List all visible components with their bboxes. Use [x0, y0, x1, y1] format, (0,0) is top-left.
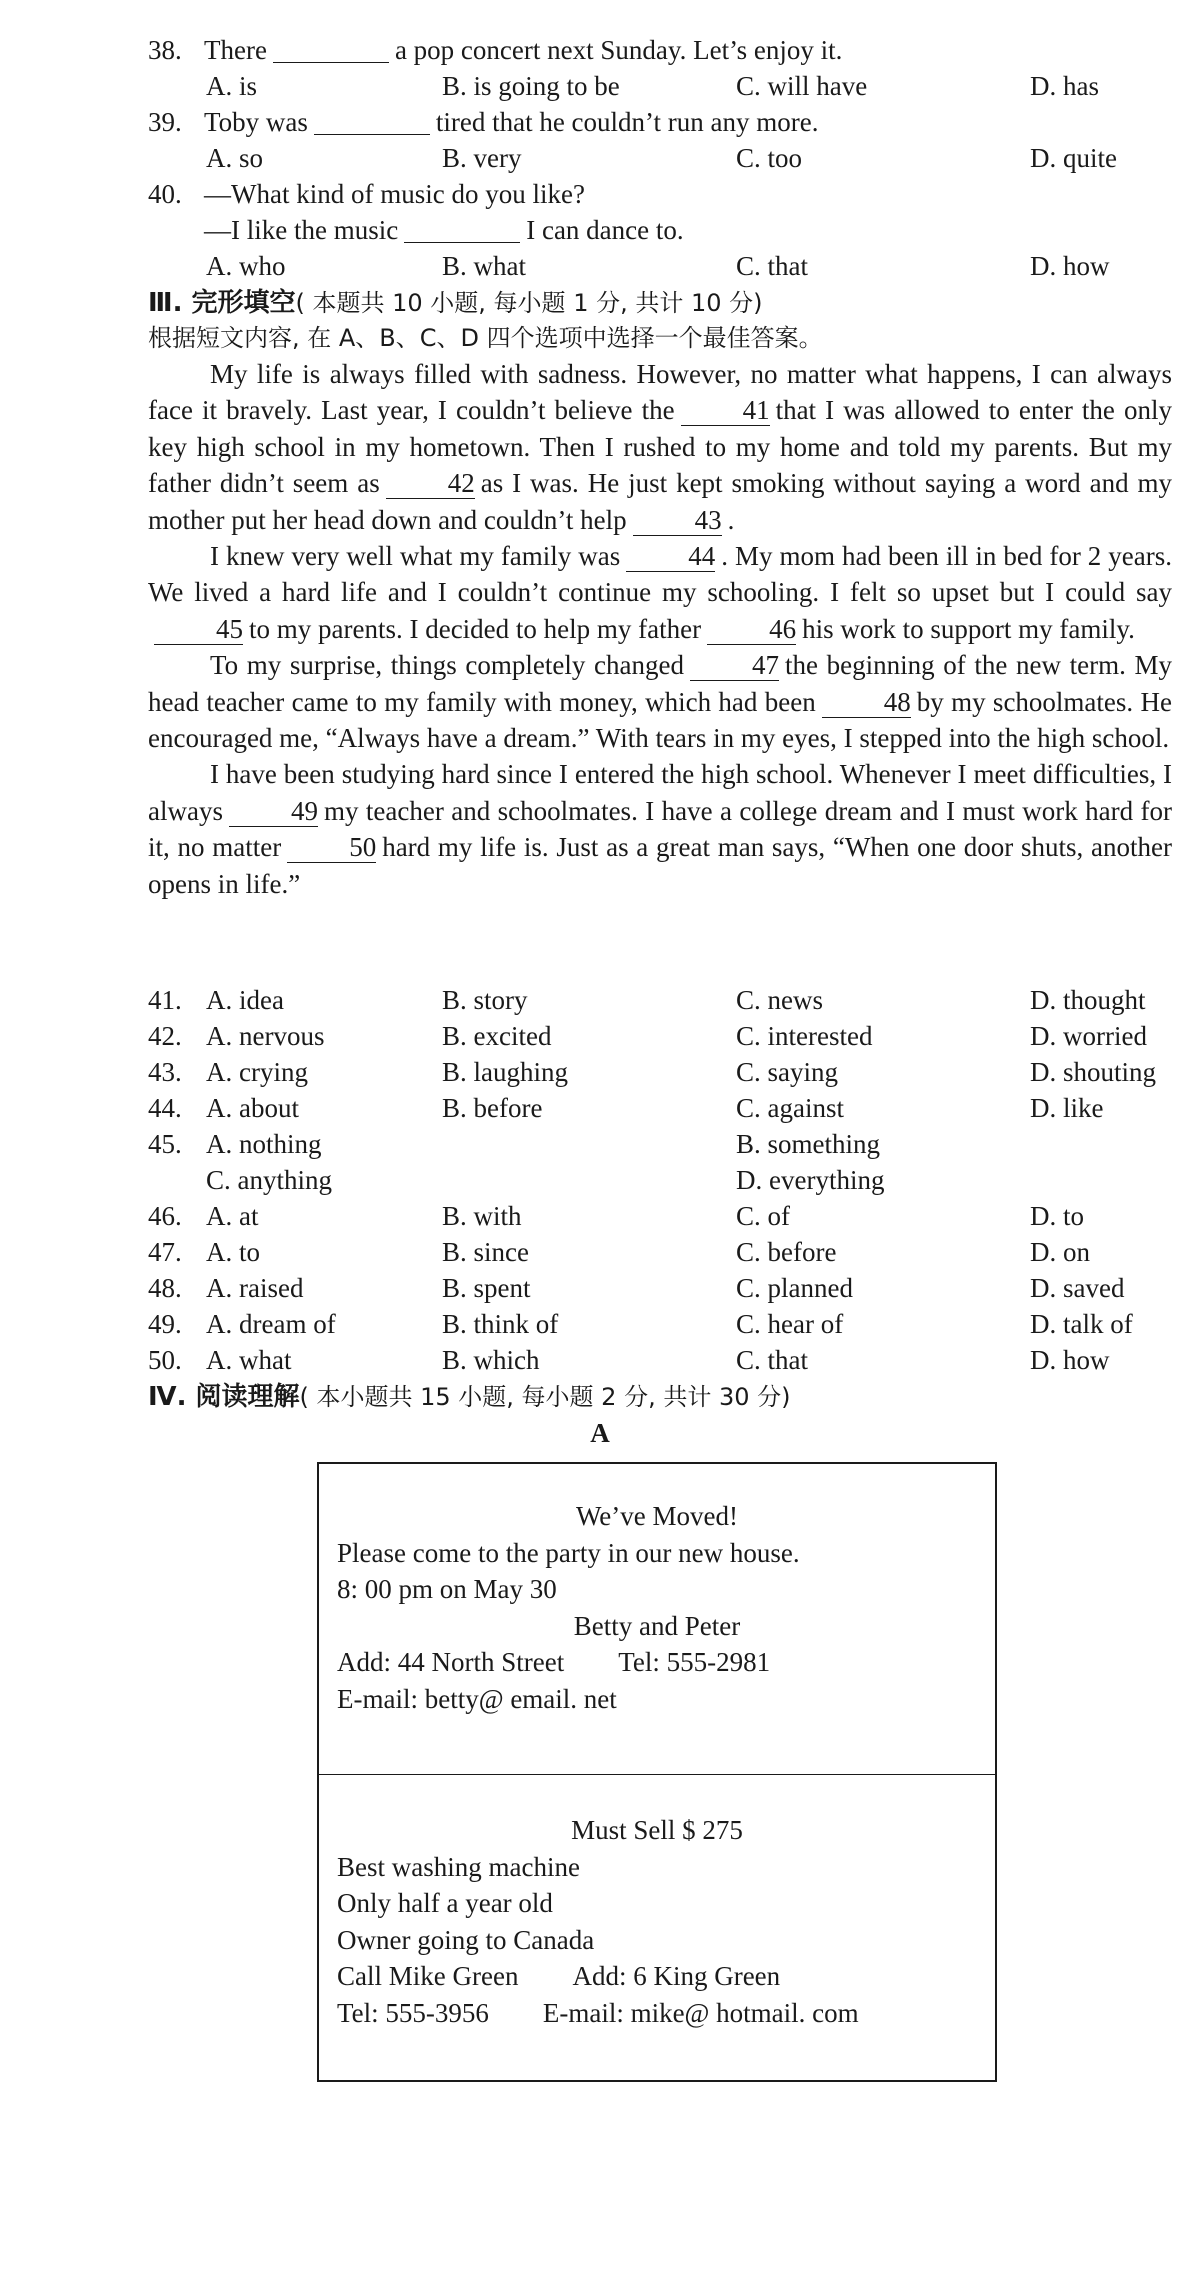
question-39-options: [148, 140, 1160, 176]
cloze-blank[interactable]: 46: [707, 614, 796, 645]
cloze-blank[interactable]: 47: [690, 650, 779, 681]
question-number: 44.: [148, 1093, 182, 1123]
notice-contact: [337, 1644, 977, 1681]
option-d[interactable]: D. shouting: [1030, 1057, 1157, 1087]
option-b[interactable]: B. with: [442, 1201, 522, 1231]
notice-title: We’ve Moved!: [575, 1501, 738, 1531]
option-d[interactable]: D. on: [1030, 1237, 1090, 1267]
option-a[interactable]: A. is: [206, 71, 258, 101]
notice-line: Please come to the party in our new house.: [337, 1537, 800, 1568]
notice-line: Best washing machine: [337, 1851, 580, 1882]
question-stem: There a pop concert next Sunday. Let’s enjoy it.: [204, 35, 843, 65]
cloze-blank[interactable]: 41: [681, 395, 770, 426]
paragraph: To my surprise, things completely changed 47 the beginning of the new term. My head teacher came to my family with money, which had been 48 by my schoolmates. He encouraged me, “Always have a dream.” With tears in my eyes, I stepped into the high school.: [148, 650, 1173, 754]
option-c[interactable]: C. saying: [736, 1057, 839, 1087]
option-a[interactable]: A. to: [206, 1237, 260, 1267]
question-40-line2: [148, 212, 1160, 248]
option-c[interactable]: C. against: [736, 1093, 844, 1123]
cloze-blank[interactable]: 50: [287, 832, 376, 863]
section-3-heading: [148, 284, 1160, 320]
option-b[interactable]: B. something: [736, 1129, 881, 1159]
option-b[interactable]: B. spent: [442, 1273, 531, 1303]
cloze-options-45-row2: [148, 1162, 1160, 1198]
option-b[interactable]: B. is going to be: [442, 71, 620, 101]
option-c[interactable]: C. anything: [206, 1165, 332, 1195]
option-d[interactable]: D. how: [1030, 1345, 1110, 1375]
section-title: Ⅳ. 阅读理解: [148, 1382, 300, 1412]
question-number: 40.: [148, 179, 182, 209]
option-b[interactable]: B. very: [442, 143, 522, 173]
option-c[interactable]: C. will have: [736, 71, 868, 101]
question-number: 41.: [148, 985, 182, 1015]
cloze-options-45-row1: [148, 1126, 1160, 1162]
question-number: 46.: [148, 1201, 182, 1231]
call-text: Call Mike Green: [337, 1961, 519, 1991]
notice-contact: [337, 1958, 977, 1995]
option-d[interactable]: D. how: [1030, 251, 1110, 281]
option-d[interactable]: D. to: [1030, 1201, 1084, 1231]
cloze-passage: [148, 356, 1172, 902]
notice-line: Betty and Peter: [573, 1610, 741, 1641]
cloze-options-44: [148, 1090, 1160, 1126]
notice-divider: [319, 1774, 995, 1775]
question-number: 39.: [148, 107, 182, 137]
section-3-instruction: [148, 320, 1160, 356]
option-b[interactable]: B. what: [442, 251, 526, 281]
cloze-options-42: [148, 1018, 1160, 1054]
option-c[interactable]: C. before: [736, 1237, 837, 1267]
option-a[interactable]: A. nothing: [206, 1129, 322, 1159]
option-d[interactable]: D. everything: [736, 1165, 885, 1195]
notice-line: Only half a year old: [337, 1888, 553, 1918]
tel-text: Tel: 555-3956: [337, 1997, 489, 2028]
cloze-options-46: [148, 1198, 1160, 1234]
cloze-options-48: [148, 1270, 1160, 1306]
option-d[interactable]: D. like: [1030, 1093, 1104, 1123]
option-a[interactable]: A. at: [206, 1201, 259, 1231]
question-number: 38.: [148, 35, 182, 65]
option-d[interactable]: D. has: [1030, 71, 1099, 101]
notice-box: [317, 1462, 997, 2082]
notice-line: 8: 00 pm on May 30: [337, 1574, 557, 1604]
answer-blank[interactable]: [404, 216, 520, 243]
option-b[interactable]: B. which: [442, 1345, 540, 1375]
option-b[interactable]: B. laughing: [442, 1057, 568, 1087]
option-c[interactable]: C. hear of: [736, 1309, 844, 1339]
address-text: Add: 44 North Street: [337, 1647, 565, 1677]
option-d[interactable]: D. quite: [1030, 143, 1117, 173]
option-c[interactable]: C. of: [736, 1201, 790, 1231]
email-text: E-mail: mike@ hotmail. com: [542, 1997, 859, 2028]
option-a[interactable]: A. who: [206, 251, 286, 281]
option-b[interactable]: B. since: [442, 1237, 529, 1267]
option-a[interactable]: A. what: [206, 1345, 292, 1375]
question-stem: —I like the music I can dance to.: [204, 215, 684, 245]
question-number: 49.: [148, 1309, 182, 1339]
question-number: 43.: [148, 1057, 182, 1087]
notice-line: Owner going to Canada: [337, 1924, 595, 1955]
cloze-options-43: [148, 1054, 1160, 1090]
option-b[interactable]: B. think of: [442, 1309, 559, 1339]
cloze-blank[interactable]: 42: [386, 468, 475, 499]
section-note: ( 本小题共 15 小题, 每小题 2 分, 共计 30 分): [299, 1383, 791, 1411]
option-c[interactable]: C. planned: [736, 1273, 853, 1303]
question-number: 48.: [148, 1273, 182, 1303]
question-stem: Toby was tired that he couldn’t run any more.: [204, 107, 819, 137]
option-d[interactable]: D. thought: [1030, 985, 1146, 1015]
option-d[interactable]: D. saved: [1030, 1273, 1125, 1303]
question-number: 47.: [148, 1237, 182, 1267]
option-c[interactable]: C. too: [736, 143, 803, 173]
cloze-options-47: [148, 1234, 1160, 1270]
instruction-text: 根据短文内容, 在 A、B、C、D 四个选项中选择一个最佳答案。: [148, 324, 823, 352]
option-a[interactable]: A. crying: [206, 1057, 308, 1087]
cloze-blank[interactable]: 48: [822, 687, 911, 718]
cloze-blank[interactable]: 43: [633, 505, 722, 536]
notice-moved: [337, 1498, 977, 1717]
answer-blank[interactable]: [314, 108, 430, 135]
notice-title: Must Sell $ 275: [571, 1815, 743, 1845]
option-d[interactable]: D. worried: [1030, 1021, 1147, 1051]
cloze-blank[interactable]: 49: [229, 796, 318, 827]
cloze-blank[interactable]: 45: [154, 614, 243, 645]
email-text: E-mail: betty@ email. net: [337, 1683, 617, 1714]
notice-contact: [337, 1995, 977, 2032]
notice-sale: [337, 1812, 977, 2031]
answer-blank[interactable]: [273, 36, 389, 63]
section-4-heading: [148, 1378, 1160, 1414]
option-a[interactable]: A. about: [206, 1093, 299, 1123]
option-c[interactable]: C. that: [736, 1345, 808, 1375]
option-c[interactable]: C. interested: [736, 1021, 873, 1051]
question-stem: —What kind of music do you like?: [204, 179, 585, 209]
cloze-options-41: [148, 982, 1160, 1018]
option-a[interactable]: A. idea: [206, 985, 284, 1015]
paragraph: I have been studying hard since I entered the high school. Whenever I meet difficulties, I always 49 my teacher and schoolmates. I have a college dream and I must work hard for it, no matter 50 hard my life is. Just as a great man says, “When one door shuts, another opens in life.”: [148, 759, 1172, 899]
question-number: 45.: [148, 1129, 182, 1159]
question-number: 50.: [148, 1345, 182, 1375]
address-text: Add: 6 King Green: [572, 1961, 781, 1991]
question-number: 42.: [148, 1021, 182, 1051]
cloze-options-50: [148, 1342, 1160, 1378]
question-38: [148, 32, 1160, 68]
cloze-blank[interactable]: 44: [626, 541, 715, 572]
option-b[interactable]: B. story: [442, 985, 528, 1015]
question-40: [148, 176, 1160, 212]
option-a[interactable]: A. dream of: [206, 1309, 336, 1339]
option-c[interactable]: C. that: [736, 251, 808, 281]
option-a[interactable]: A. so: [206, 143, 264, 173]
section-note: ( 本题共 10 小题, 每小题 1 分, 共计 10 分): [295, 289, 763, 317]
option-b[interactable]: B. excited: [442, 1021, 552, 1051]
passage-label: A: [590, 1418, 610, 1448]
cloze-options-49: [148, 1306, 1160, 1342]
option-a[interactable]: A. nervous: [206, 1021, 325, 1051]
option-a[interactable]: A. raised: [206, 1273, 304, 1303]
option-c[interactable]: C. news: [736, 985, 823, 1015]
section-title: Ⅲ. 完形填空: [148, 288, 296, 318]
paragraph: I knew very well what my family was 44 . My mom had been ill in bed for 2 years. We lived a hard life and I couldn’t continue my schooling. I felt so upset but I could say45 to my parents. I decided to help my father 46 his work to support my family.: [148, 541, 1173, 644]
paragraph: My life is always filled with sadness. However, no matter what happens, I can always face it bravely. Last year, I couldn’t believe the 41 that I was allowed to enter the only key high school in my hometown. Then I rushed to my home and told my parents. But my father didn’t seem as 42 as I was. He just kept smoking without saying a word and my mother put her head down and couldn’t help 43 .: [148, 359, 1172, 535]
tel-text: Tel: 555-2981: [618, 1647, 771, 1677]
question-38-options: [148, 68, 1160, 104]
question-39: [148, 104, 1160, 140]
option-b[interactable]: B. before: [442, 1093, 543, 1123]
question-40-options: [148, 248, 1160, 284]
option-d[interactable]: D. talk of: [1030, 1309, 1133, 1339]
